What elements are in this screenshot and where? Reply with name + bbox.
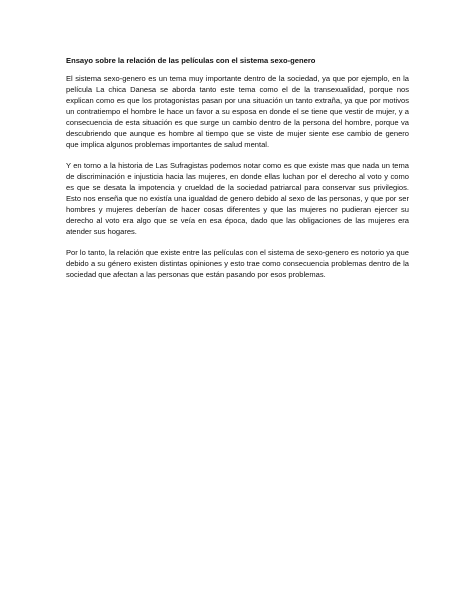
document-body <box>66 55 409 290</box>
paragraph-3: Por lo tanto, la relación que existe entre las películas con el sistema de sexo-genero es notorio ya que debido a su género existen distintas opiniones y esto trae como consecuencia problemas dentro de la sociedad que afectan a las personas que están pasando por esos problemas. <box>66 248 409 279</box>
paragraph-1: El sistema sexo-genero es un tema muy importante dentro de la sociedad, ya que por ejemplo, en la película La chica Danesa se aborda tanto este tema como el de la transexualidad, porque nos explican como es que los protagonistas pasan por una situación un tanto extraña, ya que por motivos un contratiempo el hombre le hace un favor a su esposa en donde el se tiene que vestir de mujer, y a consecuencia de esta situación es que surge un cambio dentro de la persona del hombre, porque va descubriendo que aunque es hombre al tiempo que se viste de mujer siente ese cambio de genero que implica algunos problemas importantes de salud mental. <box>66 74 409 149</box>
document-title: Ensayo sobre la relación de las películas con el sistema sexo-genero <box>66 56 316 65</box>
paragraph-2: Y en torno a la historia de Las Sufragistas podemos notar como es que existe mas que nada un tema de discriminación e injusticia hacia las mujeres, en donde ellas luchan por el derecho al voto y como es que se desata la impotencia y crueldad de la sociedad patriarcal para conservar sus privilegios. Esto nos enseña que no existía una igualdad de genero debido al sexo de las personas, y que por ser hombres y mujeres deberían de hacer cosas diferentes y que las mujeres no pudieran ejercer su derecho al voto era algo que se veía en esa época, dado que las obligaciones de las mujeres era atender sus hogares. <box>66 161 409 236</box>
